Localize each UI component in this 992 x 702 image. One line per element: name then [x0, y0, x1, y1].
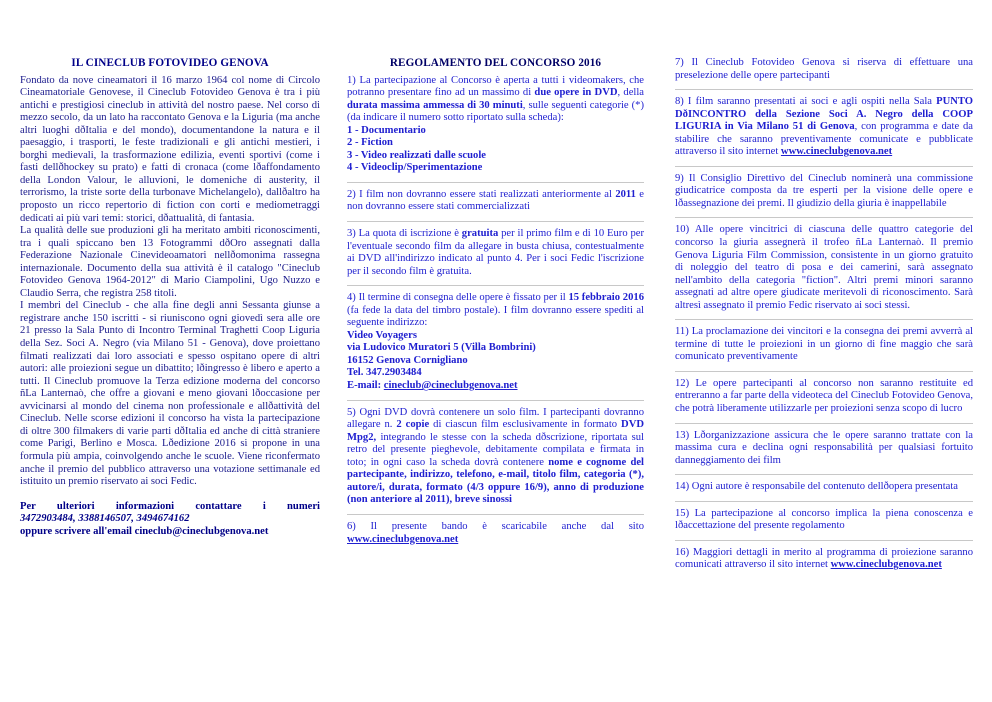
rule-14: [675, 481, 973, 502]
rule-4-text-c: (fa fede la data del timbro postale). I film dovranno essere spediti al seguente indirizzo:: [347, 304, 644, 329]
rule-5-format: DVD Mpg2,: [347, 419, 644, 443]
category-1: 1 - Documentario: [347, 124, 426, 136]
column-rules-continued: [675, 57, 973, 585]
rule-1-text-a: 1) La partecipazione al Concorso è aperta a tutti i videomakers, che potranno presentare fino ad un massimo di: [347, 74, 644, 99]
rule-7-text: 7) Il Cineclub Fotovideo Genova si riserva di effettuare una preselezione delle opere partecipanti: [675, 57, 973, 81]
rule-16-text-a: 16) Maggiori dettagli in merito al programma di proiezione saranno comunicati attraverso il sito internet: [675, 546, 973, 571]
contact-email-line: [20, 526, 320, 539]
rule-3-text-c: per il primo film e di 10 Euro per l'eventuale secondo film da allegare in busta chiusa, contestualmente ai DVD all'indirizzo indicato al punto 4. Per i soci Fedic l'iscrizione per il secondo film è gratuita.: [347, 228, 645, 277]
address-street: via Ludovico Muratori 5 (Villa Bombrini): [347, 342, 536, 354]
rule-1: [347, 75, 644, 183]
category-2: 2 - Fiction: [347, 137, 393, 149]
rule-16: [675, 547, 973, 579]
history-paragraph-3: I membri del Cineclub - che alla fine degli anni Sessanta giunse a registrare anche 150 iscritti - si riuniscono ogni giovedì sera alle ore 21 presso la Sala Punto di Incontro Terminal Traghetti Coop Liguria della Sez. Soci A. Negro (via Milano 51 - Genova), dove proiettano filmati realizzati dai loro associati e spesso ospitano opere di altri autori: alle proiezioni segue un dibattito; lðingresso è libero e aperto a tutti. Il Cineclub promuove la Terza edizione moderna del concorso ñLa Lanternaò, che offre a giovani e meno giovani lðoccasione per avvicinarsi al mondo del cinema non professionale e allðattività del Cineclub. Nelle scorse edizioni il concorso ha vista la partecipazione di oltre 300 filmakers di varie parti dðItalia ed anche di città straniere come Parigi, Berlino e Mosca. Lðedizione 2016 si propone in una formula più ampia, coinvolgendo anche le scuole. Viene riconfermato anche il premio del pubblico attraverso una votazione settimanale ed istituito un premio riservato ai soci Fedic.: [20, 300, 320, 488]
rule-10: [675, 224, 973, 320]
rule-5: [347, 407, 644, 515]
rule-5-text-e: integrando le stesse con la scheda dðscrizione, riportata sul retro del presente pieghevole, debitamente compilata e firmata in toto; in ogni caso la scheda dovrà contenere: [347, 431, 644, 468]
rule-5-text-a: 5) Ogni DVD dovrà contenere un solo film. I partecipanti dovranno allegare n.: [347, 406, 644, 431]
contact-email-text: oppure scrivere all'email cineclub@cineclubgenova.net: [20, 525, 269, 537]
rule-8-text-c: , con programma e date da stabilire che saranno preventivamente comunicate e pubblicate attraverso il sito internet: [675, 121, 973, 158]
rule-8-venue: PUNTO DðINCONTRO della Sezione Soci A. Negro della COOP LIGURIA in Via Milano 51 di Genova: [675, 96, 973, 133]
contact-info: [20, 501, 320, 539]
category-4: 4 - Videoclip/Sperimentazione: [347, 162, 483, 174]
rule-8-text-a: 8) I film saranno presentati ai soci e agli ospiti nella Sala: [675, 96, 937, 108]
rule-5-text-c: di ciascun film esclusivamente in formato: [429, 419, 622, 431]
contact-intro-text: Per ulteriori informazioni contattare i numeri: [20, 500, 320, 512]
rule-16-site-link[interactable]: www.cineclubgenova.net: [830, 559, 942, 571]
address-name: Video Voyagers: [347, 329, 417, 341]
rule-3: [347, 228, 644, 286]
rule-9-text: 9) Il Consiglio Direttivo del Cineclub nominerà una commissione giudicatrice composta da tre esperti per la visione delle opere e lðassegnazione dei premi. Il giudizio della giuria è inappellabile: [675, 172, 973, 209]
rule-1-text-e: , sulle seguenti categorie (*) (da indicare il numero sotto riportato sulla scheda):: [347, 99, 644, 124]
rule-4-deadline: 15 febbraio 2016: [568, 292, 644, 304]
rule-13-text: 13) Lðorganizzazione assicura che le opere saranno trattate con la massima cura e declina ogni responsabilità per qualsiasi fortuito danneggiamento dei film: [675, 429, 973, 466]
rule-8-site-link[interactable]: www.cineclubgenova.net: [780, 146, 893, 158]
address-city: 16152 Genova Cornigliano: [347, 354, 468, 366]
rule-8: [675, 96, 973, 167]
rule-1-text-c: , della: [617, 87, 644, 99]
contact-intro: [20, 501, 320, 514]
history-paragraph-2: La qualità delle sue produzioni gli ha meritato ambiti riconoscimenti, tra i quali spiccano ben 13 Fotogrammi dðOro assegnati dalla Federazione Nazionale Cinevideoamatori nellðomonima rassegna internazionale. Documento della sua attività è il catalogo "Cineclub Fotovideo Genova 1964-2012" di Mario Ciampolini, Ugo Nuzzo e Claudio Serra, che registra 258 titoli.: [20, 225, 320, 299]
rule-6-site-link[interactable]: www.cineclubgenova.net: [347, 533, 459, 545]
rule-9: [675, 173, 973, 219]
rule-6-text-a: 6) Il presente bando è scaricabile anche dal sito: [347, 520, 644, 532]
category-3: 3 - Video realizzati dalle scuole: [347, 149, 486, 161]
rule-5-copies: 2 copie: [396, 419, 430, 431]
rule-2-text-c: e non dovranno essere stati commercializzati: [347, 188, 644, 213]
contact-phone-numbers: 3472903484, 3388146507, 3494674162: [20, 513, 190, 525]
rule-2: [347, 189, 644, 222]
rule-14-text: 14) Ogni autore è responsabile del contenuto dellðopera presentata: [675, 481, 958, 493]
rule-5-required-fields: nome e cognome del partecipante, indirizzo, telefono, e-mail, titolo film, categoria (*), autore/i, durata, formato (4/3 oppure 16/9), anno di produzione (non anteriore al 2011), breve sinossi: [347, 456, 644, 506]
rule-2-text-a: 2) I film non dovranno essere stati realizzati anteriormente al: [347, 188, 616, 200]
rule-11-text: 11) La proclamazione dei vincitori e la consegna dei premi avverrà al termine di tutte le proiezioni in un giorno di fine maggio che sarà comunicato preventivamente: [675, 326, 973, 363]
rule-15-text: 15) La partecipazione al concorso implica la piena conoscenza e lðaccettazione del presente regolamento: [675, 507, 973, 532]
rule-7: [675, 57, 973, 90]
address-phone: Tel. 347.2903484: [347, 367, 422, 379]
rule-13: [675, 430, 973, 476]
column-rules: [347, 57, 644, 559]
address-email-link[interactable]: cineclub@cineclubgenova.net: [383, 380, 518, 392]
rule-1-bold-d: durata massima ammessa di 30 minuti: [347, 99, 523, 111]
rule-12-text: 12) Le opere partecipanti al concorso non saranno restituite ed entreranno a far parte della videoteca del Cineclub Fotovideo Genova, che potrà liberamente utilizzarle per proiezioni senza scopo di lucro: [675, 377, 973, 415]
contact-phones: [20, 513, 320, 526]
rule-3-text-a: 3) La quota di iscrizione è: [347, 228, 462, 240]
rule-6: [347, 521, 644, 553]
rule-4-text-a: 4) Il termine di consegna delle opere è fissato per il: [347, 292, 569, 304]
history-paragraph-1: Fondato da nove cineamatori il 16 marzo 1964 col nome di Circolo Cineamatoriale Genovese, il Cineclub Fotovideo Genova è tra i più antichi e prestigiosi cineclub in attività del nostro paese. Nel corso di mezzo secolo, da un lato ha raccontato Genova e la Liguria (ma anche altri luoghi dðItalia e del mondo), documentandone la natura e il paesaggio, i trasporti, le feste tradizionali e gli antichi mestieri, i borghi medievali, la trasformazione edilizia, eventi sportivi (come i fasti dellðhockey su prato) e fatti di cronaca (come lðaffondamento della London Valour, le alluvioni, le domeniche di austerity, il terrorismo, la triste sorte della turbonave Michelangelo), dallðaltro ha proposto un ricco repertorio di fiction con corti e mediometraggi dedicati ai più vari temi: storici, dðattualità, di fantasia.: [20, 74, 320, 224]
address-email-label: E-mail:: [347, 380, 384, 392]
column-history: [20, 57, 320, 538]
rule-2-year: 2011: [615, 188, 636, 200]
rules-title: REGOLAMENTO DEL CONCORSO 2016: [389, 57, 602, 69]
rule-1-bold-b: due opere in DVD: [534, 87, 618, 99]
rule-12: [675, 378, 973, 424]
rule-3-free: gratuita: [461, 228, 499, 240]
rule-10-text: 10) Alle opere vincitrici di ciascuna delle quattro categorie del concorso la giuria assegnerà il trofeo ñLa Lanternaò. Il premio Genova Liguria Film Commission, consistente in un giorno gratuito di noleggio del teatro di posa e dei camerini, sarà assegnato nell'ambito della categoria "fiction". Altri premi minori saranno assegnati ad altre opere giudicate meritevoli di riconoscimento. Sarà altresì assegnato il premio Fedic riservato ai soci stessi.: [675, 224, 973, 311]
rule-11: [675, 326, 973, 372]
history-title: IL CINECLUB FOTOVIDEO GENOVA: [71, 57, 269, 69]
rule-15: [675, 508, 973, 541]
rule-4: [347, 292, 644, 400]
